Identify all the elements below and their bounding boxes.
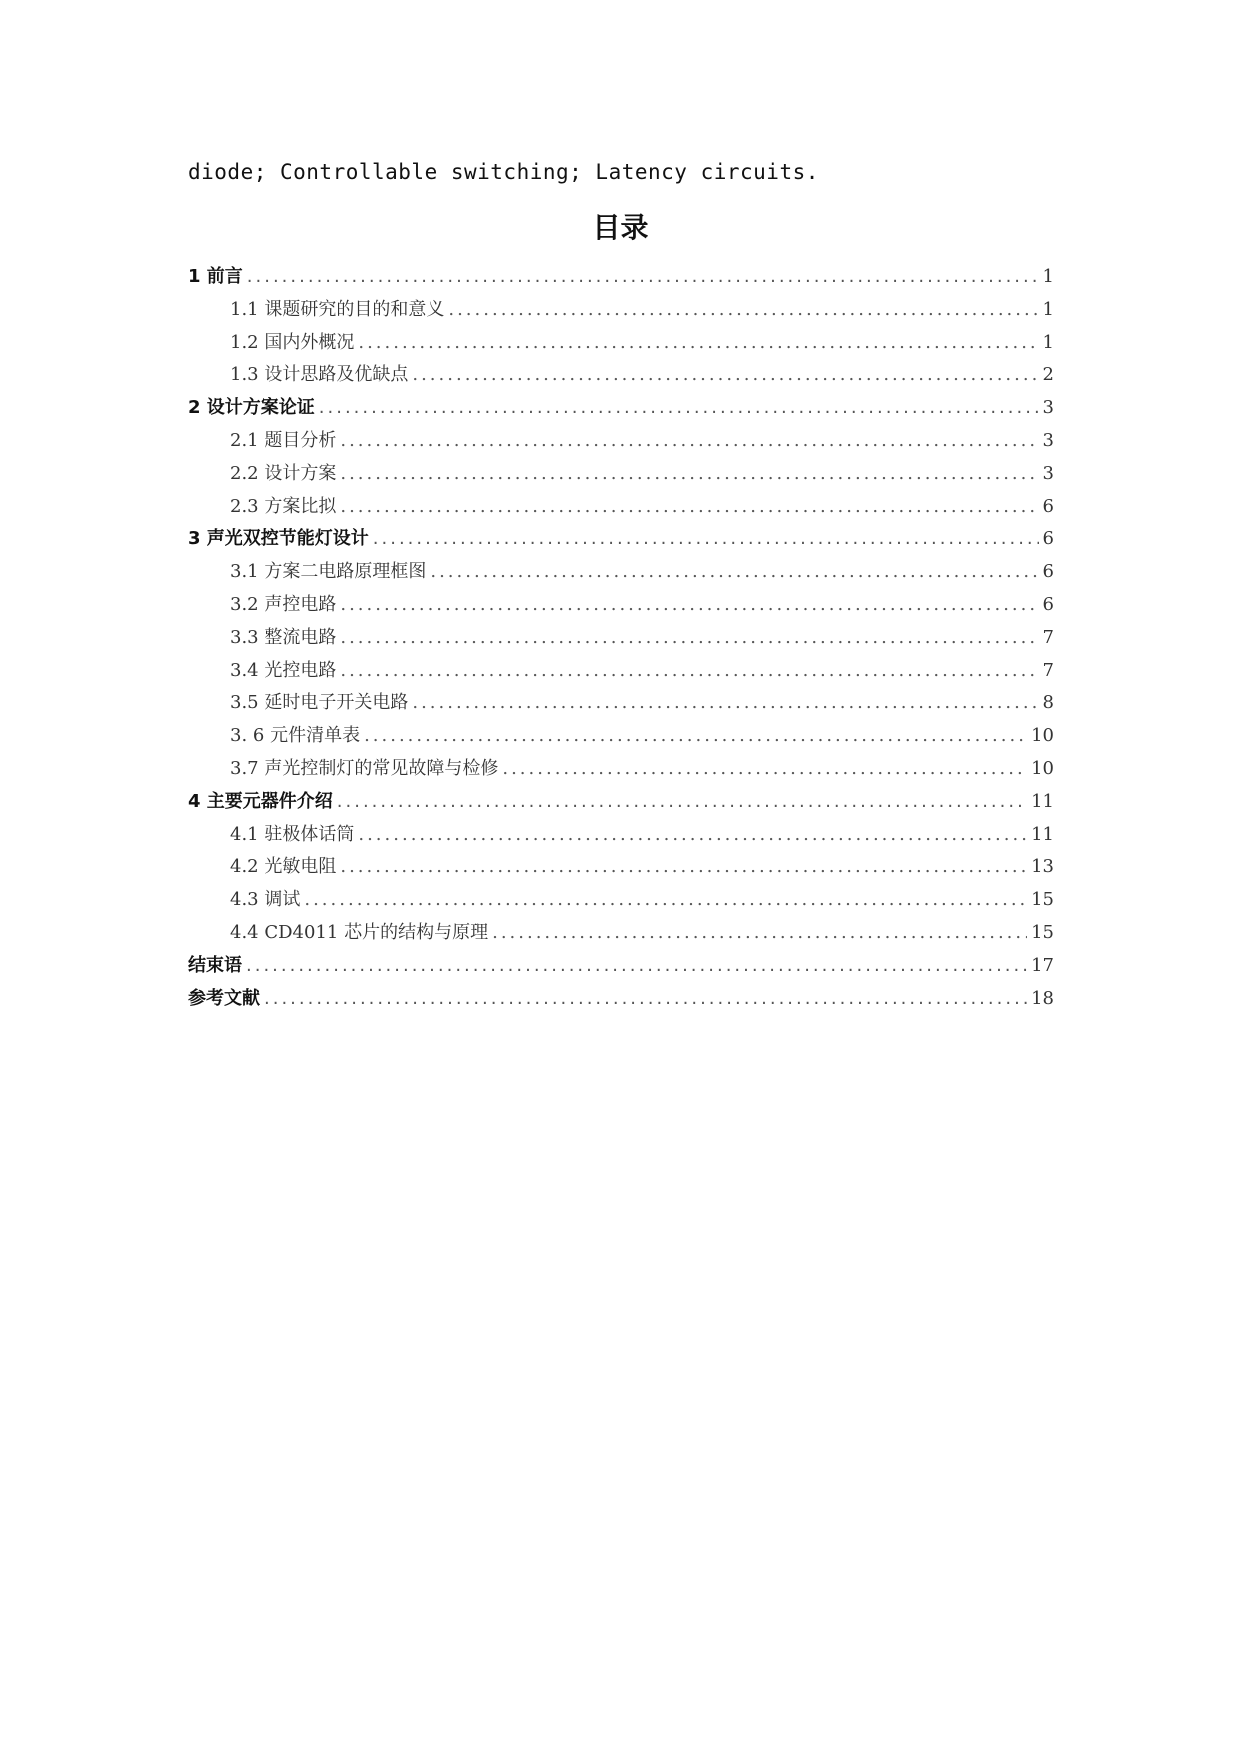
toc-entry[interactable] xyxy=(188,524,1054,557)
toc-entry-label: 4.4 CD4011 芯片的结构与原理 xyxy=(230,921,489,943)
toc-leader-dots xyxy=(340,627,1038,648)
toc-entry-page: 13 xyxy=(1031,856,1054,878)
toc-entry-label: 结束语 xyxy=(188,954,242,976)
toc-entry-label: 3 声光双控节能灯设计 xyxy=(188,528,369,550)
toc-entry-label: 4.2 光敏电阻 xyxy=(230,856,337,878)
toc-entry-page: 18 xyxy=(1031,987,1054,1009)
toc-entry[interactable] xyxy=(188,459,1054,492)
toc-entry[interactable] xyxy=(188,360,1054,393)
toc-entry-page: 8 xyxy=(1042,692,1054,714)
toc-entry[interactable] xyxy=(188,623,1054,656)
toc-entry-label: 2.2 设计方案 xyxy=(230,462,337,484)
toc-leader-dots xyxy=(246,955,1027,976)
toc-leader-dots xyxy=(502,758,1027,779)
keywords-tail-text: diode; Controllable switching; Latency circuits. xyxy=(188,160,819,184)
toc-leader-dots xyxy=(340,463,1038,484)
toc-entry-label: 3. 6 元件清单表 xyxy=(230,725,361,747)
table-of-contents xyxy=(188,262,1054,1016)
toc-entry-page: 1 xyxy=(1042,331,1054,353)
toc-entry-page: 3 xyxy=(1042,429,1054,451)
toc-entry-label: 3.4 光控电路 xyxy=(230,659,337,681)
toc-entry-page: 10 xyxy=(1031,725,1054,747)
toc-entry-label: 3.7 声光控制灯的常见故障与检修 xyxy=(230,757,499,779)
toc-entry-page: 11 xyxy=(1031,790,1054,812)
toc-leader-dots xyxy=(337,791,1027,812)
toc-entry-page: 11 xyxy=(1031,823,1054,845)
toc-entry[interactable] xyxy=(188,590,1054,623)
toc-entry-label: 1.3 设计思路及优缺点 xyxy=(230,364,409,386)
toc-entry[interactable] xyxy=(188,393,1054,426)
toc-entry-page: 1 xyxy=(1042,298,1054,320)
toc-entry[interactable] xyxy=(188,557,1054,590)
toc-entry-page: 2 xyxy=(1042,364,1054,386)
toc-entry-label: 1 前言 xyxy=(188,266,243,287)
toc-entry-page: 15 xyxy=(1031,921,1054,943)
toc-entry-page: 1 xyxy=(1042,266,1054,287)
toc-leader-dots xyxy=(340,660,1038,681)
toc-entry[interactable] xyxy=(188,951,1054,984)
toc-entry-label: 3.2 声控电路 xyxy=(230,593,337,615)
toc-entry-label: 4.3 调试 xyxy=(230,889,301,911)
toc-entry-label: 1.2 国内外概况 xyxy=(230,331,355,353)
toc-leader-dots xyxy=(340,594,1038,615)
toc-leader-dots xyxy=(358,332,1038,353)
toc-entry[interactable] xyxy=(188,656,1054,689)
toc-leader-dots xyxy=(340,856,1027,877)
toc-entry-label: 2 设计方案论证 xyxy=(188,397,315,419)
toc-entry[interactable] xyxy=(188,787,1054,820)
toc-entry-page: 10 xyxy=(1031,757,1054,779)
toc-entry-label: 参考文献 xyxy=(188,987,260,1009)
toc-entry[interactable] xyxy=(188,984,1054,1017)
toc-entry-label: 2.3 方案比拟 xyxy=(230,495,337,517)
toc-entry-page: 3 xyxy=(1042,462,1054,484)
toc-leader-dots xyxy=(358,824,1027,845)
toc-leader-dots xyxy=(304,889,1027,910)
toc-leader-dots xyxy=(412,364,1038,385)
toc-entry-page: 17 xyxy=(1031,954,1054,976)
toc-leader-dots xyxy=(448,299,1038,320)
toc-entry-page: 6 xyxy=(1042,561,1054,583)
toc-leader-dots xyxy=(364,725,1027,746)
toc-entry-page: 7 xyxy=(1042,659,1054,681)
toc-entry-label: 1.1 课题研究的目的和意义 xyxy=(230,298,445,320)
toc-leader-dots xyxy=(319,397,1039,418)
toc-entry-page: 6 xyxy=(1042,528,1054,550)
toc-entry-page: 6 xyxy=(1042,495,1054,517)
toc-leader-dots xyxy=(492,922,1027,943)
toc-leader-dots xyxy=(340,430,1038,451)
toc-entry-page: 7 xyxy=(1042,626,1054,648)
toc-entry[interactable] xyxy=(188,721,1054,754)
toc-entry[interactable] xyxy=(188,820,1054,853)
toc-title: 目录 xyxy=(592,211,649,244)
toc-entry[interactable] xyxy=(188,852,1054,885)
toc-leader-dots xyxy=(430,561,1038,582)
toc-entry-label: 3.5 延时电子开关电路 xyxy=(230,692,409,714)
toc-entry[interactable] xyxy=(188,328,1054,361)
toc-entry[interactable] xyxy=(188,918,1054,951)
toc-leader-dots xyxy=(247,266,1039,287)
toc-entry[interactable] xyxy=(188,885,1054,918)
toc-entry[interactable] xyxy=(188,262,1054,295)
toc-leader-dots xyxy=(264,988,1027,1009)
toc-entry-page: 6 xyxy=(1042,593,1054,615)
toc-leader-dots xyxy=(340,496,1038,517)
toc-entry[interactable] xyxy=(188,295,1054,328)
toc-leader-dots xyxy=(373,528,1039,549)
toc-leader-dots xyxy=(412,692,1038,713)
toc-entry[interactable] xyxy=(188,754,1054,787)
toc-entry-label: 3.1 方案二电路原理框图 xyxy=(230,561,427,583)
toc-entry-label: 4.1 驻极体话筒 xyxy=(230,823,355,845)
toc-entry[interactable] xyxy=(188,688,1054,721)
toc-entry[interactable] xyxy=(188,426,1054,459)
toc-entry-label: 4 主要元器件介绍 xyxy=(188,790,333,812)
toc-entry-page: 3 xyxy=(1042,397,1054,419)
toc-entry[interactable] xyxy=(188,492,1054,525)
toc-entry-label: 2.1 题目分析 xyxy=(230,429,337,451)
toc-entry-page: 15 xyxy=(1031,889,1054,911)
toc-entry-label: 3.3 整流电路 xyxy=(230,626,337,648)
